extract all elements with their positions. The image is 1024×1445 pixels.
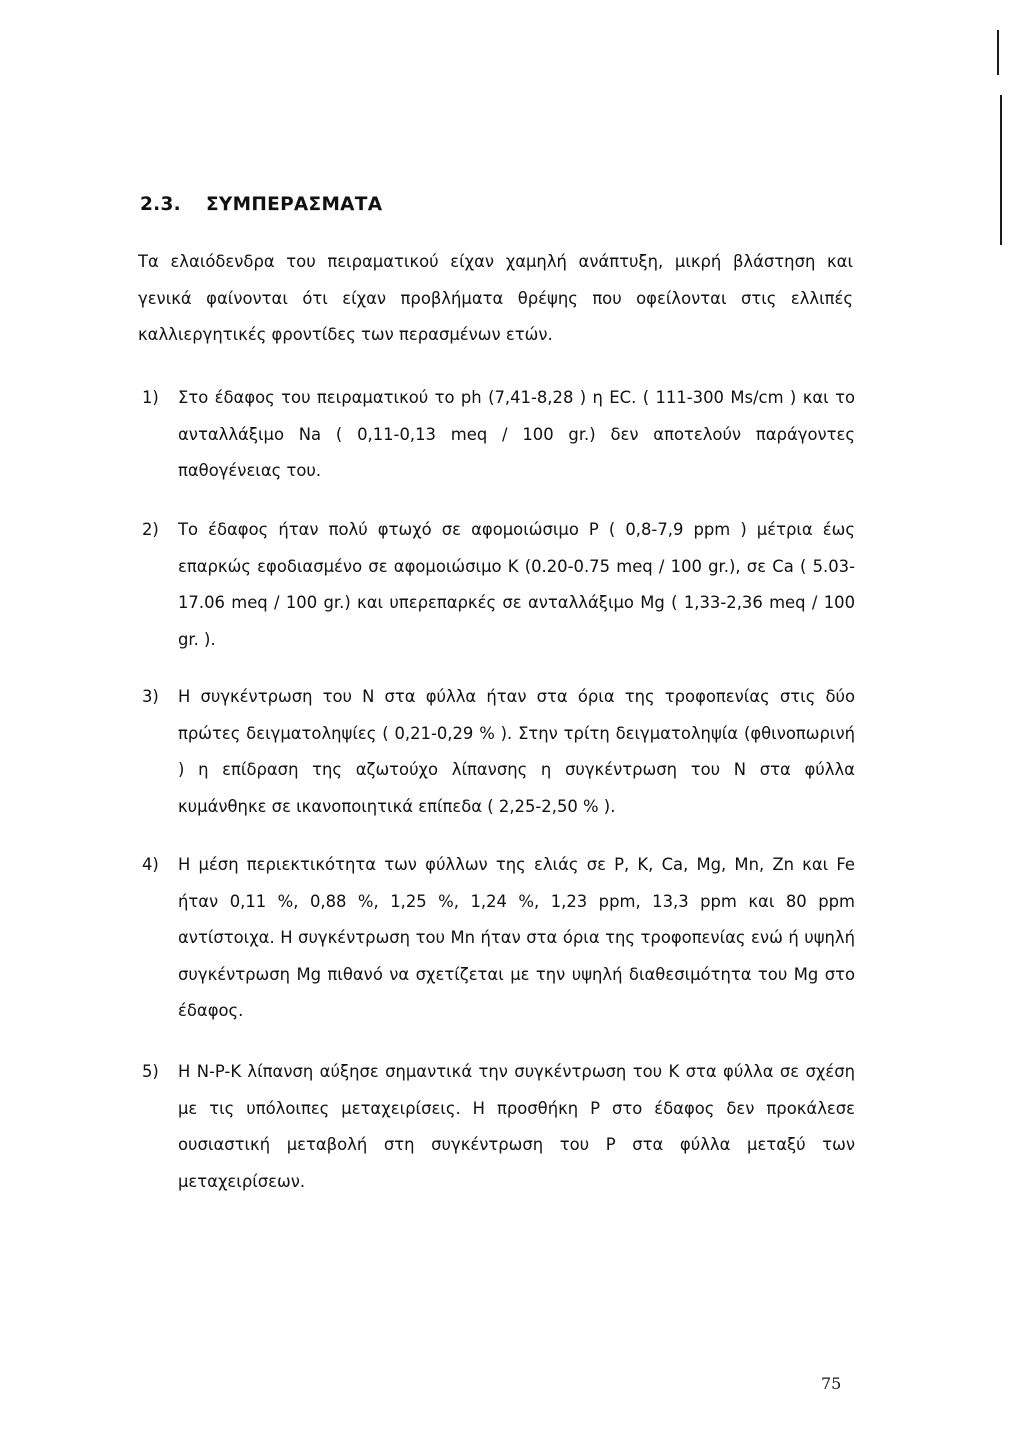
item-text: Η συγκέντρωση του N στα φύλλα ήταν στα όρια της τροφοπενίας στις δύο πρώτες δειγματοληψίες ( 0,21-0,29 % ). Στην τρίτη δειγματοληψία (φθινοπωρινή ) η επίδραση της αζωτούχο λίπανσης η συγκέντρωση του N στα φύλλα κυμάνθηκε σε ικανοποιητικά επίπεδα ( 2,25-2,50 % ).	[178, 687, 855, 816]
conclusion-item	[142, 512, 855, 658]
item-marker: 4)	[142, 855, 159, 874]
item-text: Η μέση περιεκτικότητα των φύλλων της ελιάς σε P, K, Ca, Mg, Mn, Zn και Fe ήταν 0,11 %, 0,88 %, 1,25 %, 1,24 %, 1,23 ppm, 13,3 ppm και 80 ppm αντίστοιχα. Η συγκέντρωση του Mn ήταν στα όρια της τροφοπενίας ενώ ή υψηλή συγκέντρωση Mg πιθανό να σχετίζεται με την υψηλή διαθεσιμότητα του Mg στο έδαφος.	[178, 855, 855, 1020]
intro-paragraph: Τα ελαιόδενδρα του πειραματικού είχαν χαμηλή ανάπτυξη, μικρή βλάστηση και γενικά φαίνονται ότι είχαν προβλήματα θρέψης που οφείλονται στις ελλιπές καλλιεργητικές φροντίδες των περασμένων ετών.	[138, 252, 853, 344]
item-marker: 2)	[142, 520, 159, 539]
section-number: 2.3.	[140, 194, 182, 215]
item-marker: 3)	[142, 687, 159, 706]
section-title: ΣΥΜΠΕΡΑΣΜΑΤΑ	[206, 194, 383, 215]
section-heading	[140, 194, 382, 215]
conclusion-item	[142, 380, 855, 490]
item-marker: 1)	[142, 388, 159, 407]
item-text: Το έδαφος ήταν πολύ φτωχό σε αφομοιώσιμο P ( 0,8-7,9 ppm ) μέτρια έως επαρκώς εφοδιασμένο σε αφομοιώσιμο K (0.20-0.75 meq / 100 gr.), σε Ca ( 5.03-17.06 meq / 100 gr.) και υπερεπαρκές σε ανταλλάξιμο Mg ( 1,33-2,36 meq / 100 gr. ).	[178, 520, 855, 649]
page-number: 75	[821, 1374, 842, 1393]
conclusion-item	[142, 1054, 855, 1200]
scan-edge-line	[1000, 95, 1002, 245]
item-text: Στο έδαφος του πειραματικού το ph (7,41-8,28 ) η EC. ( 111-300 Ms/cm ) και το ανταλλάξιμο Na ( 0,11-0,13 meq / 100 gr.) δεν αποτελούν παράγοντες παθογένειας του.	[178, 388, 855, 480]
item-marker: 5)	[142, 1062, 159, 1081]
conclusion-item	[142, 679, 855, 825]
scan-edge-line	[997, 30, 999, 75]
item-text: Η N-P-K λίπανση αύξησε σημαντικά την συγκέντρωση του K στα φύλλα σε σχέση με τις υπόλοιπες μεταχειρίσεις. Η προσθήκη P στο έδαφος δεν προκάλεσε ουσιαστική μεταβολή στη συγκέντρωση του P στα φύλλα μεταξύ των μεταχειρίσεων.	[178, 1062, 855, 1191]
conclusion-item	[142, 847, 855, 1030]
